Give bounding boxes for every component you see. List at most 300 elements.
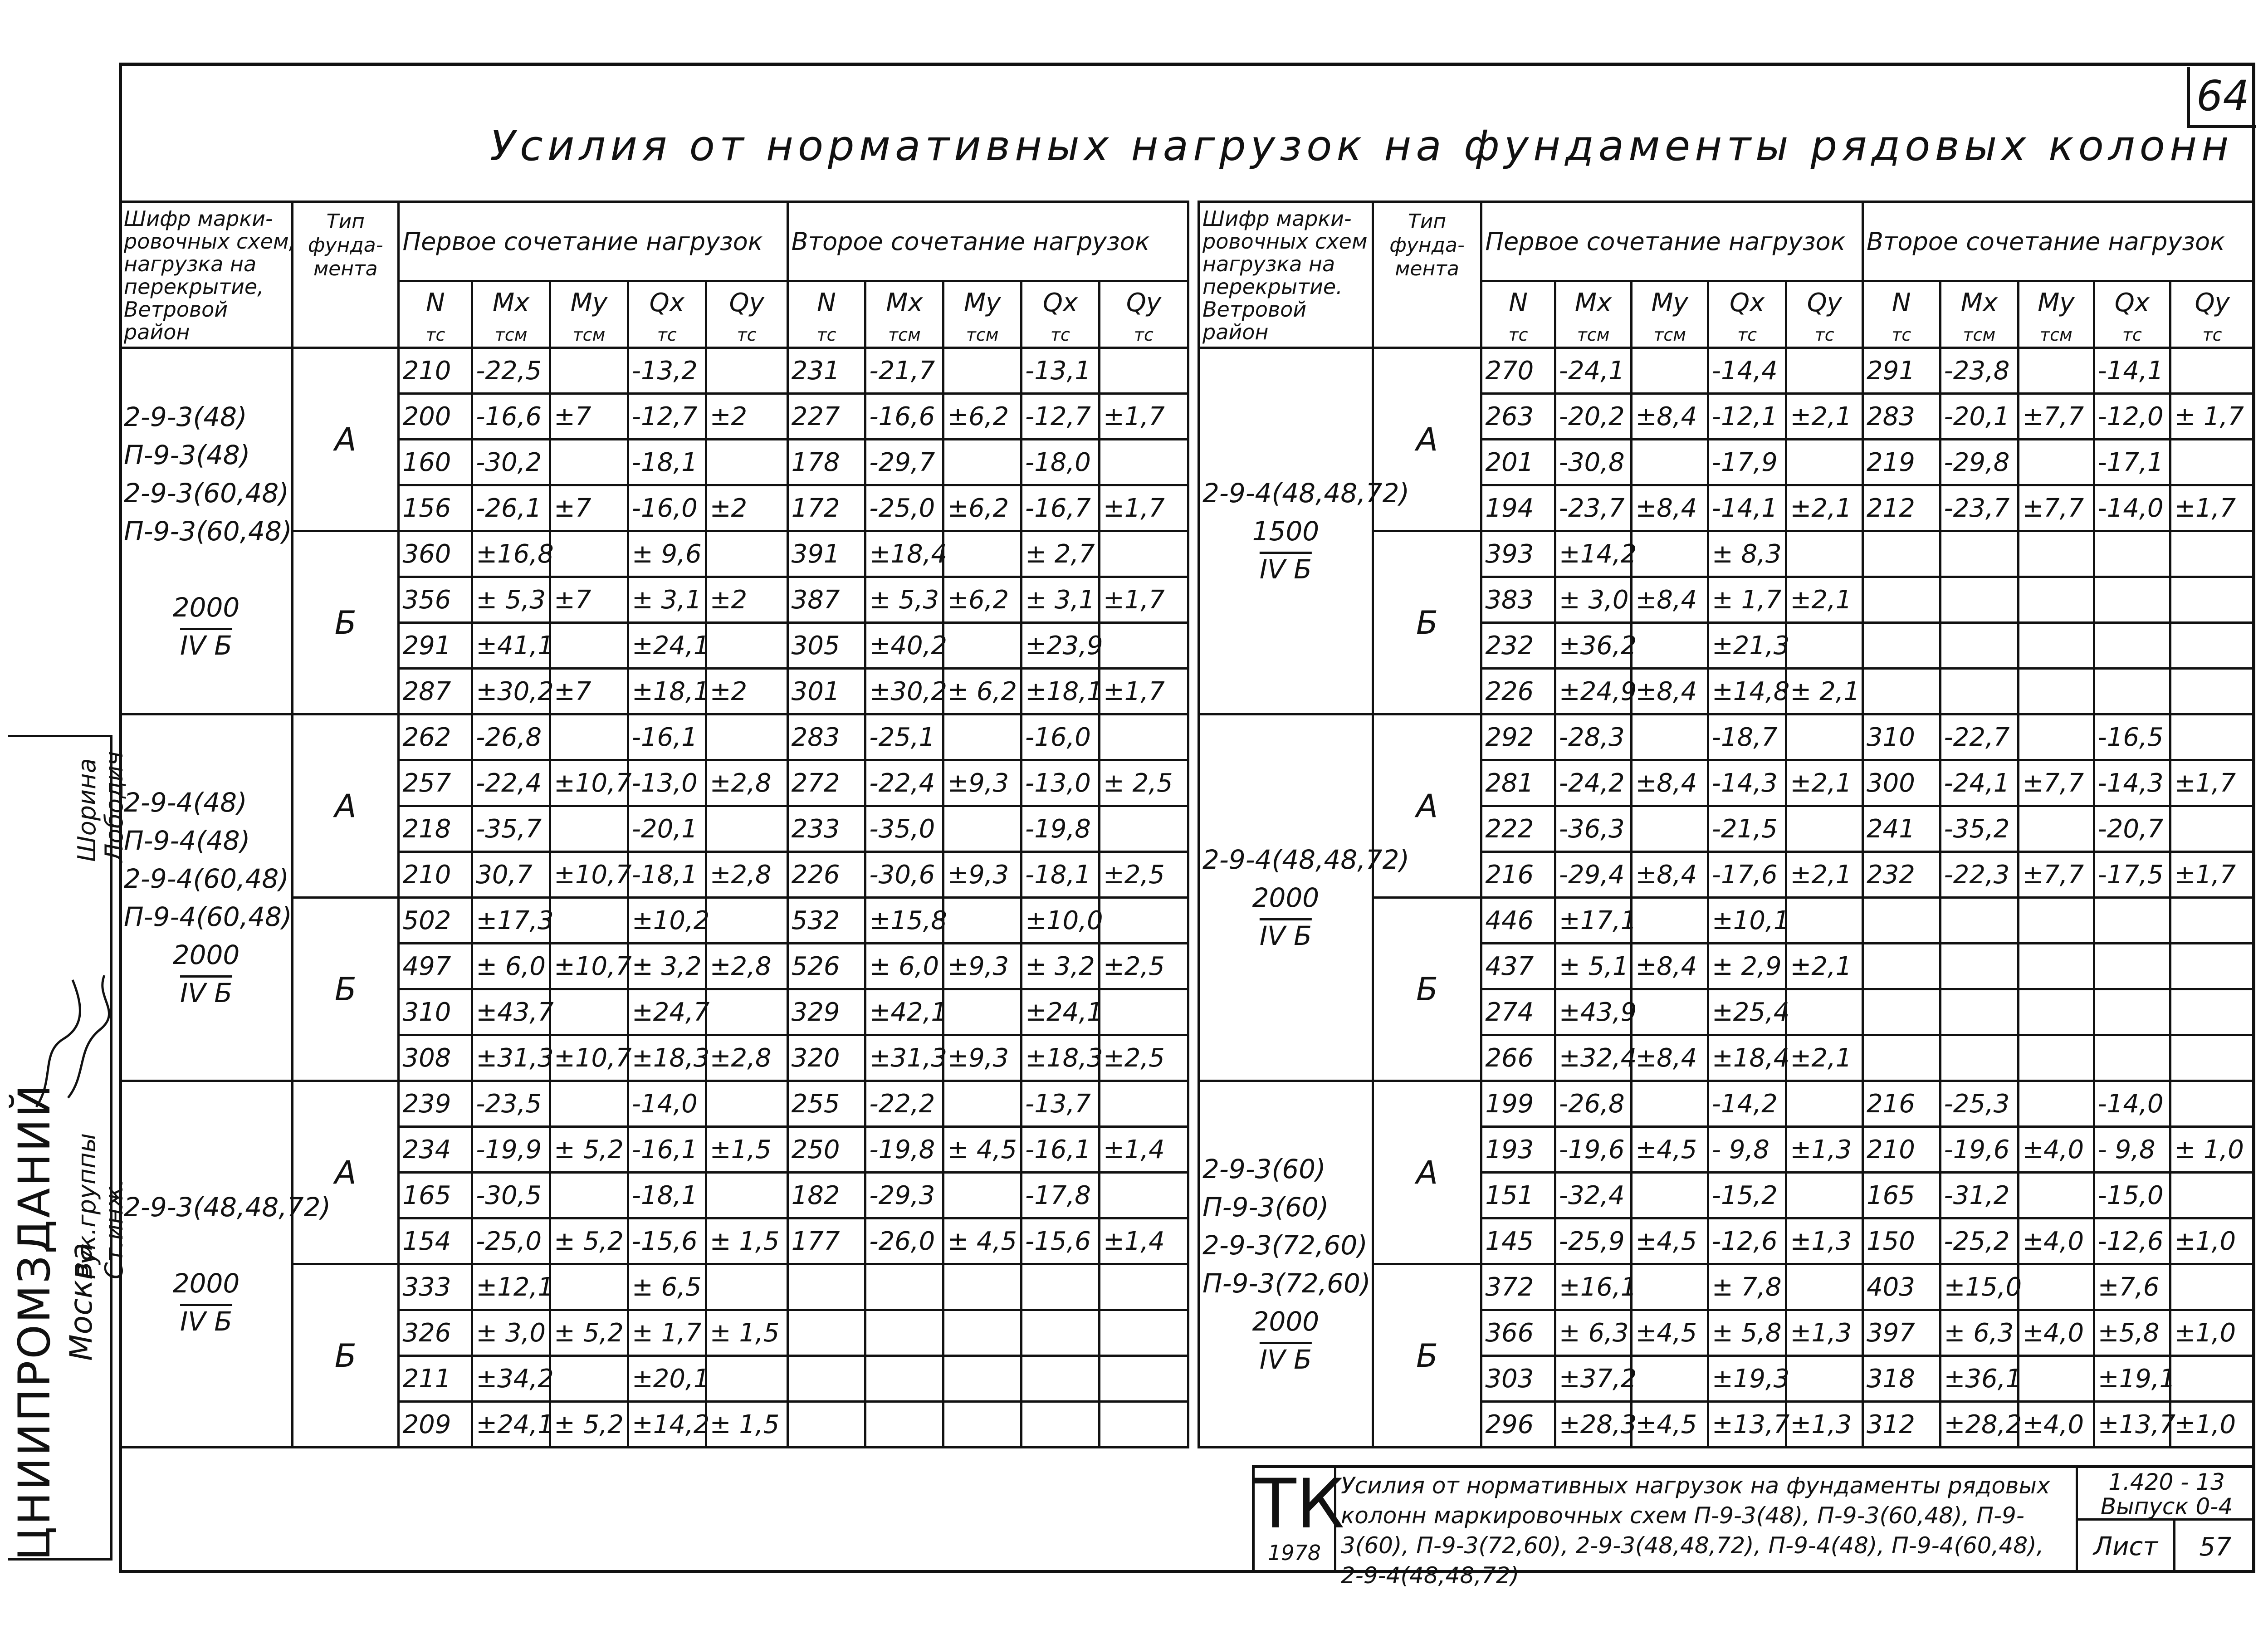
title-block [1252, 1465, 2255, 1589]
value-cell [1786, 531, 1863, 577]
column-unit: тс [1481, 323, 1555, 348]
value-cell: ±16,1 [1555, 1264, 1632, 1310]
value-cell: 446 [1481, 898, 1555, 944]
value-cell: 257 [399, 760, 472, 806]
foundation-type: А [1373, 348, 1481, 531]
value-cell [787, 1264, 865, 1310]
value-cell: -35,2 [1940, 806, 2019, 852]
column-unit: тс [1022, 323, 1100, 348]
value-cell: ±2,8 [706, 1035, 787, 1081]
column-unit: тс [628, 323, 706, 348]
value-cell: ±1,4 [1099, 1127, 1188, 1173]
value-cell [1786, 806, 1863, 852]
value-cell [1022, 1356, 1100, 1402]
column-header: My [550, 281, 628, 323]
value-cell [2019, 623, 2094, 669]
value-cell [2019, 440, 2094, 485]
value-cell: ±2,1 [1786, 1035, 1863, 1081]
value-cell: -20,1 [1940, 394, 2019, 440]
group-header-second: Второе сочетание нагрузок [787, 202, 1188, 281]
value-cell: ±2,8 [706, 760, 787, 806]
value-cell [706, 440, 787, 485]
column-header: Qy [2170, 281, 2254, 323]
value-cell: 318 [1862, 1356, 1940, 1402]
column-header: Qx [1022, 281, 1100, 323]
value-cell [550, 531, 628, 577]
value-cell: ±1,3 [1786, 1218, 1863, 1264]
value-cell: ±4,0 [2019, 1402, 2094, 1448]
forces-table-left [119, 201, 1189, 1448]
value-cell [2170, 714, 2254, 760]
scheme-line: 2-9-4(60,48) [124, 863, 289, 894]
value-cell: ±18,4 [865, 531, 943, 577]
value-cell: -15,2 [1708, 1173, 1786, 1218]
value-cell [2094, 623, 2170, 669]
value-cell: 210 [399, 852, 472, 898]
value-cell: 372 [1481, 1264, 1555, 1310]
value-cell [2019, 944, 2094, 989]
value-cell: 308 [399, 1035, 472, 1081]
value-cell [1786, 1264, 1863, 1310]
value-cell [1786, 1081, 1863, 1127]
value-cell: -35,7 [472, 806, 550, 852]
value-cell: 291 [399, 623, 472, 669]
scheme-cell [1199, 348, 1410, 714]
column-unit: тсм [1555, 323, 1632, 348]
value-cell: -30,5 [472, 1173, 550, 1218]
value-cell [550, 1356, 628, 1402]
foundation-type: Б [1373, 1264, 1481, 1448]
column-unit: тс [2094, 323, 2170, 348]
value-cell: 178 [787, 440, 865, 485]
scheme-line [124, 1226, 288, 1264]
value-cell: 300 [1862, 760, 1940, 806]
value-cell [865, 1402, 943, 1448]
value-cell: -22,5 [472, 348, 550, 394]
value-cell [2019, 714, 2094, 760]
value-cell: ± 8,3 [1708, 531, 1786, 577]
page-number: 64 [2187, 67, 2256, 128]
value-cell: 329 [787, 989, 865, 1035]
table-row [1199, 348, 2254, 394]
value-cell: ± 5,8 [1708, 1310, 1786, 1356]
value-cell [2170, 348, 2254, 394]
value-cell: 270 [1481, 348, 1555, 394]
value-cell: ±14,2 [1555, 531, 1632, 577]
value-cell [943, 1173, 1022, 1218]
value-cell: -18,1 [1022, 852, 1100, 898]
value-cell: 301 [787, 669, 865, 714]
scheme-line: IV Б [180, 1306, 233, 1337]
value-cell: -36,3 [1555, 806, 1632, 852]
value-cell [943, 1356, 1022, 1402]
value-cell: -24,2 [1555, 760, 1632, 806]
value-cell: ± 5,2 [550, 1127, 628, 1173]
value-cell [943, 806, 1022, 852]
value-cell: 218 [399, 806, 472, 852]
value-cell: ± 4,5 [943, 1218, 1022, 1264]
value-cell [943, 1402, 1022, 1448]
value-cell [865, 1310, 943, 1356]
value-cell [1632, 806, 1708, 852]
value-cell: ±1,7 [1099, 669, 1188, 714]
value-cell [706, 348, 787, 394]
scheme-line: 2000 [172, 1267, 240, 1299]
value-cell: -16,1 [1022, 1127, 1100, 1173]
value-cell [2094, 577, 2170, 623]
column-header: Mx [865, 281, 943, 323]
value-cell: ± 2,1 [1786, 669, 1863, 714]
value-cell: -25,0 [865, 485, 943, 531]
column-header: Qy [1786, 281, 1863, 323]
scheme-line: 2-9-3(60) [1202, 1153, 1326, 1184]
value-cell [1940, 669, 2019, 714]
value-cell [1632, 714, 1708, 760]
scheme-line: П-9-3(60) [1202, 1191, 1329, 1223]
value-cell: - 9,8 [1708, 1127, 1786, 1173]
value-cell [550, 440, 628, 485]
scheme-line: 2-9-3(48,48,72) [124, 1191, 331, 1223]
value-cell: 291 [1862, 348, 1940, 394]
value-cell [1786, 1173, 1863, 1218]
scheme-line: 2-9-4(48) [124, 787, 247, 818]
value-cell: ±28,2 [1940, 1402, 2019, 1448]
tk-mark: ТК 1978 [1255, 1468, 1336, 1573]
value-cell [2170, 806, 2254, 852]
value-cell: ±7,7 [2019, 852, 2094, 898]
value-cell: ± 1,5 [706, 1218, 787, 1264]
value-cell: ± 9,6 [628, 531, 706, 577]
sheet-label: Лист [2078, 1521, 2175, 1573]
value-cell: -22,4 [472, 760, 550, 806]
value-cell [2019, 989, 2094, 1035]
value-cell: -25,0 [472, 1218, 550, 1264]
column-header: Mx [472, 281, 550, 323]
value-cell: -14,4 [1708, 348, 1786, 394]
value-cell [2019, 1264, 2094, 1310]
value-cell: ±8,4 [1632, 852, 1708, 898]
value-cell: -14,0 [2094, 1081, 2170, 1127]
value-cell: 233 [787, 806, 865, 852]
value-cell: -14,0 [628, 1081, 706, 1127]
value-cell: 437 [1481, 944, 1555, 989]
value-cell: 281 [1481, 760, 1555, 806]
value-cell: -25,3 [1940, 1081, 2019, 1127]
value-cell: ± 5,2 [550, 1402, 628, 1448]
value-cell: 226 [787, 852, 865, 898]
scheme-line: 2000 [172, 939, 240, 970]
column-unit: тсм [943, 323, 1022, 348]
value-cell: -19,8 [1022, 806, 1100, 852]
column-header: N [399, 281, 472, 323]
value-cell: ±7 [550, 394, 628, 440]
value-cell: -23,8 [1940, 348, 2019, 394]
value-cell: -29,8 [1940, 440, 2019, 485]
value-cell: ±10,1 [1708, 898, 1786, 944]
organization-name: ЦНИИПРОМЗДАНИЙ [9, 1083, 60, 1561]
scheme-line: П-9-3(60,48) [124, 515, 292, 547]
value-cell: ±2,1 [1786, 577, 1863, 623]
value-cell: ±9,3 [943, 1035, 1022, 1081]
value-cell: ±15,8 [865, 898, 943, 944]
value-cell: 532 [787, 898, 865, 944]
value-cell: ±24,1 [1022, 989, 1100, 1035]
value-cell [1099, 348, 1188, 394]
value-cell [1786, 440, 1863, 485]
value-cell: ±1,7 [2170, 485, 2254, 531]
scheme-line: 2000 [172, 592, 240, 623]
value-cell: 200 [399, 394, 472, 440]
value-cell: ±8,4 [1632, 760, 1708, 806]
value-cell: -12,7 [628, 394, 706, 440]
value-cell: 263 [1481, 394, 1555, 440]
value-cell: 182 [787, 1173, 865, 1218]
foundation-type: А [1373, 714, 1481, 898]
value-cell [550, 1264, 628, 1310]
value-cell: 227 [787, 394, 865, 440]
column-unit: тс [399, 323, 472, 348]
value-cell: -25,2 [1940, 1218, 2019, 1264]
value-cell: ±36,1 [1940, 1356, 2019, 1402]
value-cell: ± 6,0 [865, 944, 943, 989]
value-cell: ±36,2 [1555, 623, 1632, 669]
value-cell: -22,4 [865, 760, 943, 806]
value-cell: -12,0 [2094, 394, 2170, 440]
value-cell: ± 3,1 [1022, 577, 1100, 623]
value-cell: -12,6 [2094, 1218, 2170, 1264]
value-cell [1862, 669, 1940, 714]
value-cell: ±10,7 [550, 852, 628, 898]
value-cell: 156 [399, 485, 472, 531]
value-cell: ±28,3 [1555, 1402, 1632, 1448]
value-cell: ±20,1 [628, 1356, 706, 1402]
value-cell: ±2 [706, 669, 787, 714]
column-unit: тсм [1632, 323, 1708, 348]
value-cell: ± 1,0 [2170, 1127, 2254, 1173]
value-cell [943, 1081, 1022, 1127]
value-cell: -29,3 [865, 1173, 943, 1218]
value-cell [2019, 348, 2094, 394]
value-cell: -19,6 [1555, 1127, 1632, 1173]
value-cell: ±19,3 [1708, 1356, 1786, 1402]
value-cell: 216 [1862, 1081, 1940, 1127]
value-cell: ±25,4 [1708, 989, 1786, 1035]
value-cell: ±8,4 [1632, 944, 1708, 989]
value-cell: ±23,9 [1022, 623, 1100, 669]
value-cell [1862, 577, 1940, 623]
value-cell: -14,1 [2094, 348, 2170, 394]
value-cell: ±2,1 [1786, 944, 1863, 989]
value-cell: ± 1,7 [628, 1310, 706, 1356]
value-cell [787, 1356, 865, 1402]
value-cell: -35,0 [865, 806, 943, 852]
value-cell: 333 [399, 1264, 472, 1310]
value-cell [1099, 1081, 1188, 1127]
value-cell: ±8,4 [1632, 394, 1708, 440]
value-cell: 219 [1862, 440, 1940, 485]
value-cell: -20,1 [628, 806, 706, 852]
value-cell [1099, 1402, 1188, 1448]
scheme-line: 2-9-4(48,48,72) [1202, 477, 1410, 509]
value-cell: 160 [399, 440, 472, 485]
value-cell: 255 [787, 1081, 865, 1127]
value-cell: - 9,8 [2094, 1127, 2170, 1173]
value-cell: ±2,1 [1786, 394, 1863, 440]
value-cell [550, 898, 628, 944]
column-unit: тс [787, 323, 865, 348]
value-cell: ±4,5 [1632, 1127, 1708, 1173]
value-cell: ± 6,0 [472, 944, 550, 989]
column-unit: тс [2170, 323, 2254, 348]
value-cell [2019, 1173, 2094, 1218]
value-cell [1632, 440, 1708, 485]
column-header: N [1481, 281, 1555, 323]
value-cell: ± 6,2 [943, 669, 1022, 714]
value-cell: ±30,2 [472, 669, 550, 714]
value-cell [787, 1310, 865, 1356]
column-header: My [943, 281, 1022, 323]
value-cell: ±8,4 [1632, 1035, 1708, 1081]
value-cell: 199 [1481, 1081, 1555, 1127]
value-cell: ± 7,8 [1708, 1264, 1786, 1310]
value-cell [706, 531, 787, 577]
value-cell: -32,4 [1555, 1173, 1632, 1218]
value-cell: -16,6 [865, 394, 943, 440]
value-cell [706, 623, 787, 669]
sheet-number: 57 [2199, 1532, 2232, 1562]
value-cell: 266 [1481, 1035, 1555, 1081]
value-cell: -14,2 [1708, 1081, 1786, 1127]
column-header: My [2019, 281, 2094, 323]
value-cell [1862, 898, 1940, 944]
document-code-box [2076, 1468, 2255, 1573]
value-cell: -30,2 [472, 440, 550, 485]
value-cell: 154 [399, 1218, 472, 1264]
value-cell: -23,5 [472, 1081, 550, 1127]
value-cell: -15,0 [2094, 1173, 2170, 1218]
value-cell: -16,5 [2094, 714, 2170, 760]
value-cell [1099, 1356, 1188, 1402]
value-cell: 272 [787, 760, 865, 806]
value-cell: ±1,3 [1786, 1310, 1863, 1356]
value-cell: ± 6,3 [1555, 1310, 1632, 1356]
value-cell [1632, 1081, 1708, 1127]
value-cell: 497 [399, 944, 472, 989]
column-unit: тсм [550, 323, 628, 348]
column-unit: тсм [1940, 323, 2019, 348]
column-header: Mx [1555, 281, 1632, 323]
value-cell [706, 1356, 787, 1402]
value-cell: ±4,0 [2019, 1310, 2094, 1356]
value-cell: ±1,5 [706, 1127, 787, 1173]
value-cell: -21,5 [1708, 806, 1786, 852]
value-cell: -25,9 [1555, 1218, 1632, 1264]
value-cell: -23,7 [1940, 485, 2019, 531]
value-cell [1632, 531, 1708, 577]
value-cell [1022, 1402, 1100, 1448]
value-cell: ±2,1 [1786, 760, 1863, 806]
value-cell: ± 5,3 [472, 577, 550, 623]
value-cell: 274 [1481, 989, 1555, 1035]
value-cell: -17,5 [2094, 852, 2170, 898]
value-cell: ±15,0 [1940, 1264, 2019, 1310]
value-cell: -22,7 [1940, 714, 2019, 760]
value-cell: -19,8 [865, 1127, 943, 1173]
value-cell: ±5,8 [2094, 1310, 2170, 1356]
value-cell: 222 [1481, 806, 1555, 852]
value-cell: ±7,7 [2019, 760, 2094, 806]
scheme-cell [1199, 714, 1410, 1081]
value-cell: -12,7 [1022, 394, 1100, 440]
value-cell: 212 [1862, 485, 1940, 531]
column-header: My [1632, 281, 1708, 323]
value-cell: ± 5,2 [550, 1218, 628, 1264]
value-cell: ±37,2 [1555, 1356, 1632, 1402]
value-cell: 356 [399, 577, 472, 623]
scheme-cell [1199, 1081, 1373, 1448]
scheme-header: Шифр марки- ровочных схем, нагрузка на перекрытие, Ветровой район [120, 202, 293, 348]
value-cell: 165 [1862, 1173, 1940, 1218]
column-unit: тс [706, 323, 787, 348]
value-cell [2170, 531, 2254, 577]
value-cell: -22,3 [1940, 852, 2019, 898]
value-cell: -17,8 [1022, 1173, 1100, 1218]
scheme-cell [120, 714, 293, 1081]
value-cell: -29,7 [865, 440, 943, 485]
value-cell: -15,6 [1022, 1218, 1100, 1264]
value-cell [865, 1356, 943, 1402]
value-cell: ±1,4 [1099, 1218, 1188, 1264]
value-cell: 391 [787, 531, 865, 577]
value-cell: -26,1 [472, 485, 550, 531]
value-cell: ±7,7 [2019, 485, 2094, 531]
value-cell: -30,8 [1555, 440, 1632, 485]
value-cell: ±41,1 [472, 623, 550, 669]
value-cell: -18,1 [628, 1173, 706, 1218]
value-cell [2094, 1035, 2170, 1081]
value-cell: ±21,3 [1708, 623, 1786, 669]
value-cell [706, 1173, 787, 1218]
value-cell: 231 [787, 348, 865, 394]
value-cell: ±6,2 [943, 577, 1022, 623]
value-cell: -21,7 [865, 348, 943, 394]
organization-city: Москва [64, 1243, 99, 1361]
value-cell: ±10,7 [550, 944, 628, 989]
value-cell: 151 [1481, 1173, 1555, 1218]
scheme-line: 2-9-4(48,48,72) [1202, 844, 1410, 875]
value-cell [1786, 989, 1863, 1035]
value-cell: 211 [399, 1356, 472, 1402]
value-cell: ±4,5 [1632, 1310, 1708, 1356]
value-cell: ±2 [706, 485, 787, 531]
scheme-line: IV Б [1259, 920, 1312, 951]
scheme-cell [120, 348, 293, 714]
column-header: N [787, 281, 865, 323]
value-cell: -29,4 [1555, 852, 1632, 898]
value-cell [706, 989, 787, 1035]
value-cell: 312 [1862, 1402, 1940, 1448]
value-cell [2094, 989, 2170, 1035]
value-cell: ±4,0 [2019, 1218, 2094, 1264]
value-cell: ±6,2 [943, 394, 1022, 440]
value-cell [1099, 1264, 1188, 1310]
value-cell: ±9,3 [943, 944, 1022, 989]
value-cell [1786, 898, 1863, 944]
value-cell: -19,9 [472, 1127, 550, 1173]
value-cell [1632, 1173, 1708, 1218]
value-cell [2170, 669, 2254, 714]
column-header: Qy [706, 281, 787, 323]
